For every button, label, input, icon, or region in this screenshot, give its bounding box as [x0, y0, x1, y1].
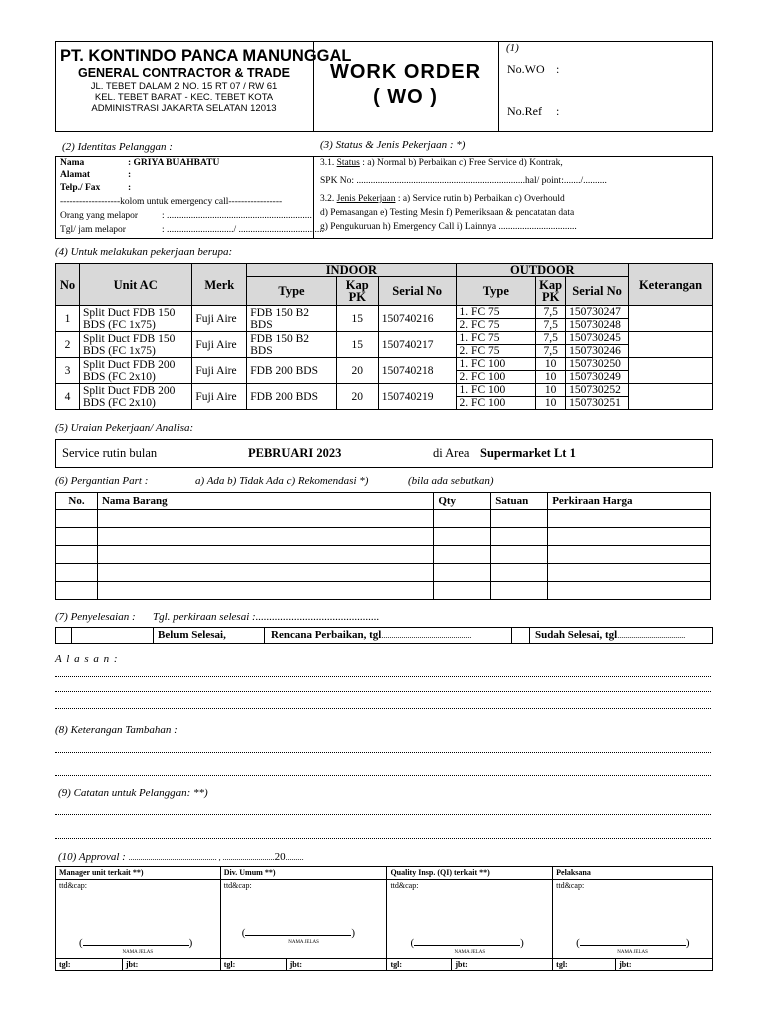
indoor-kap: 15	[336, 332, 378, 358]
signature-line[interactable]: ( )	[79, 937, 193, 949]
area-label: di Area	[433, 446, 470, 460]
status-label: Status	[336, 158, 360, 168]
approval-signature-cell[interactable]	[553, 880, 713, 959]
outdoor-serial: 150730249	[566, 371, 629, 384]
section-9-heading: (9) Catatan untuk Pelanggan: **)	[58, 787, 208, 799]
checkbox-divider	[529, 627, 530, 644]
tgl-perkiraan[interactable]: Tgl. perkiraan selesai :.............................................	[153, 611, 380, 623]
signature-line[interactable]: ( )	[410, 937, 524, 949]
indoor-type: FDB 150 B2 BDS	[247, 332, 337, 358]
jenis-line-3[interactable]: g) Pengukuruan h) Emergency Call i) Lainnya .................................	[320, 222, 577, 232]
approval-signature-cell[interactable]	[220, 880, 387, 959]
equipment-merk: Fuji Aire	[192, 384, 247, 410]
rencana-perbaikan[interactable]	[271, 629, 471, 641]
section-5-heading: (5) Uraian Pekerjaan/ Analisa:	[55, 422, 194, 434]
approval-signature-cell[interactable]	[56, 880, 221, 959]
pelapor-label: Orang yang melapor	[60, 211, 139, 221]
alamat-label: Alamat	[60, 170, 91, 180]
outdoor-kap: 10	[536, 371, 566, 384]
outdoor-serial: 150730250	[566, 358, 629, 371]
outdoor-type: 1. FC 100	[456, 358, 536, 371]
outdoor-kap: 7,5	[536, 319, 566, 332]
approval-title: Pelaksana	[553, 867, 713, 880]
section-2-heading: (2) Identitas Pelanggan :	[62, 141, 173, 153]
equipment-no: 3	[56, 358, 80, 384]
indoor-serial: 150740219	[378, 384, 456, 410]
sudah-label: Sudah Selesai, tgl	[535, 629, 618, 641]
nama-jelas-label: NAMA JELAS	[122, 950, 154, 955]
approval-title: Manager unit terkait **)	[56, 867, 221, 880]
tgl-lapor-value[interactable]: : ............................/ ....................................	[162, 225, 325, 235]
section-8-heading: (8) Keterangan Tambahan :	[55, 724, 178, 736]
equipment-no: 2	[56, 332, 80, 358]
outdoor-type: 2. FC 75	[456, 345, 536, 358]
indoor-serial: 150740218	[378, 358, 456, 384]
col-keterangan: Keterangan	[629, 264, 713, 306]
keterangan-line[interactable]	[55, 775, 711, 776]
approval-title: Div. Umum **)	[220, 867, 387, 880]
equipment-unit: Split Duct FDB 200 BDS (FC 2x10)	[79, 358, 191, 384]
approval-year: 20	[274, 851, 286, 863]
equipment-keterangan	[629, 384, 713, 410]
equipment-row	[56, 384, 713, 397]
alasan-line[interactable]	[55, 708, 711, 709]
approval-jbt[interactable]: jbt:	[616, 959, 713, 971]
belum-selesai: Belum Selesai,	[158, 629, 226, 641]
indoor-type: FDB 200 BDS	[247, 384, 337, 410]
nama-jelas-label: NAMA JELAS	[454, 950, 486, 955]
indoor-serial: 150740216	[378, 306, 456, 332]
sudah-selesai[interactable]	[535, 629, 685, 641]
parts-col-satuan: Satuan	[491, 493, 548, 510]
nama-jelas-label: NAMA JELAS	[617, 950, 648, 955]
outdoor-type: 2. FC 75	[456, 319, 536, 332]
indoor-kap: 15	[336, 306, 378, 332]
company-name: PT. KONTINDO PANCA MANUNGGAL	[60, 47, 352, 65]
section-6-heading: (6) Pergantian Part :	[55, 475, 149, 487]
outdoor-serial: 150730246	[566, 345, 629, 358]
equipment-keterangan	[629, 358, 713, 384]
company-address-2: KEL. TEBET BARAT - KEC. TEBET KOTA	[94, 92, 274, 103]
equipment-unit: Split Duct FDB 150 BDS (FC 1x75)	[79, 306, 191, 332]
signature-line[interactable]: ( )	[576, 937, 690, 949]
ttd-cap-label: ttd&cap:	[556, 881, 585, 890]
col-outdoor: OUTDOOR	[456, 264, 629, 277]
signature-line[interactable]: ( )	[241, 927, 356, 939]
approval-tgl[interactable]: tgl:	[553, 959, 616, 971]
outdoor-kap: 10	[536, 397, 566, 410]
outdoor-kap: 10	[536, 384, 566, 397]
area-value: Supermarket Lt 1	[480, 446, 576, 460]
section-10-heading: (10) Approval :	[58, 851, 126, 863]
no-wo-sep: :	[556, 62, 560, 76]
indoor-type: FDB 200 BDS	[247, 358, 337, 384]
section-4-heading: (4) Untuk melakukan pekerjaan berupa:	[55, 246, 233, 258]
telp-value: :	[128, 183, 132, 193]
equipment-keterangan	[629, 306, 713, 332]
catatan-line[interactable]	[55, 814, 711, 815]
equipment-unit: Split Duct FDB 150 BDS (FC 1x75)	[79, 332, 191, 358]
sudah-checkbox[interactable]	[512, 628, 529, 643]
jenis-label: Jenis Pekerjaan	[336, 194, 396, 204]
checkbox-divider	[264, 627, 265, 644]
col-merk: Merk	[192, 264, 247, 306]
parts-table	[55, 492, 711, 600]
jenis-prefix: 3.2.	[320, 194, 335, 204]
alasan-line[interactable]	[55, 676, 711, 677]
approval-year-dots[interactable]: .........	[285, 853, 304, 862]
approval-heading-line	[58, 851, 304, 863]
outdoor-serial: 150730251	[566, 397, 629, 410]
approval-place-date[interactable]: ............................................ , ..........................	[128, 853, 275, 862]
ref-number: (1)	[506, 42, 519, 54]
outdoor-kap: 10	[536, 358, 566, 371]
status-prefix: 3.1.	[320, 158, 335, 168]
outdoor-type: 1. FC 75	[456, 332, 536, 345]
outdoor-kap: 7,5	[536, 306, 566, 319]
equipment-row	[56, 332, 713, 345]
equipment-row	[56, 306, 713, 319]
approval-jbt[interactable]: jbt:	[452, 959, 553, 971]
rencana-label: Rencana Perbaikan, tgl	[271, 629, 382, 641]
rencana-dots: .............................................	[381, 631, 472, 640]
doc-title: WORK ORDER	[329, 61, 482, 83]
company-address-3: ADMINISTRASI JAKARTA SELATAN 12013	[91, 103, 277, 114]
indoor-type: FDB 150 B2 BDS	[247, 306, 337, 332]
nama-label: Nama	[60, 158, 85, 168]
outdoor-type: 1. FC 100	[456, 384, 536, 397]
parts-col-no: No.	[56, 493, 98, 510]
parts-row[interactable]	[56, 564, 711, 582]
col-no: No	[56, 264, 80, 306]
nama-value: : GRIYA BUAHBATU	[128, 158, 220, 168]
belum-checkbox[interactable]	[56, 628, 71, 643]
status-options[interactable]: : a) Normal b) Perbaikan c) Free Service d) Kontrak,	[362, 158, 563, 168]
approval-jbt[interactable]: jbt:	[122, 959, 220, 971]
equipment-no: 1	[56, 306, 80, 332]
no-ref-label: No.Ref	[507, 104, 542, 118]
col-indoor-kap: Kap PK	[336, 277, 378, 306]
approval-tgl[interactable]: tgl:	[220, 959, 286, 971]
service-month: PEBRUARI 2023	[248, 446, 342, 460]
company-subtitle: GENERAL CONTRACTOR & TRADE	[77, 66, 291, 80]
section-3-heading: (3) Status & Jenis Pekerjaan : *)	[320, 139, 466, 151]
col-outdoor-kap: Kap PK	[536, 277, 566, 306]
parts-col-nama: Nama Barang	[97, 493, 433, 510]
parts-col-qty: Qty	[434, 493, 491, 510]
no-ref-sep: :	[556, 104, 560, 118]
outdoor-type: 1. FC 75	[456, 306, 536, 319]
outdoor-serial: 150730245	[566, 332, 629, 345]
parts-col-harga: Perkiraan Harga	[548, 493, 711, 510]
outdoor-serial: 150730248	[566, 319, 629, 332]
col-outdoor-serial: Serial No	[566, 277, 629, 306]
company-address-1: JL. TEBET DALAM 2 NO. 15 RT 07 / RW 61	[90, 81, 278, 92]
doc-title-abbr: ( WO )	[373, 86, 438, 108]
approval-tgl[interactable]: tgl:	[387, 959, 452, 971]
equipment-row	[56, 358, 713, 371]
equipment-merk: Fuji Aire	[192, 358, 247, 384]
equipment-merk: Fuji Aire	[192, 306, 247, 332]
outdoor-type: 2. FC 100	[456, 371, 536, 384]
parts-row[interactable]	[56, 546, 711, 564]
alasan-line[interactable]	[55, 691, 711, 692]
catatan-line[interactable]	[55, 838, 711, 839]
section-7-heading: (7) Penyelesaian :	[55, 611, 136, 623]
col-indoor: INDOOR	[247, 264, 456, 277]
part-note: (bila ada sebutkan)	[408, 475, 494, 487]
part-options[interactable]: a) Ada b) Tidak Ada c) Rekomendasi *)	[195, 475, 369, 487]
equipment-merk: Fuji Aire	[192, 332, 247, 358]
parts-row[interactable]	[56, 510, 711, 528]
indoor-kap: 20	[336, 358, 378, 384]
col-indoor-serial: Serial No	[378, 277, 456, 306]
approval-table	[55, 866, 713, 971]
approval-signature-cell[interactable]	[387, 880, 553, 959]
jenis-options-1[interactable]: : a) Service rutin b) Perbaikan c) Overhould	[397, 194, 565, 204]
sudah-dots: ..................................	[617, 631, 686, 640]
keterangan-line[interactable]	[55, 752, 711, 753]
spk-line[interactable]: SPK No: .......................................................................hal/ point:......./..........	[320, 176, 607, 186]
outdoor-serial: 150730252	[566, 384, 629, 397]
outdoor-kap: 7,5	[536, 332, 566, 345]
equipment-no: 4	[56, 384, 80, 410]
equipment-keterangan	[629, 332, 713, 358]
service-label: Service rutin bulan	[62, 446, 158, 460]
parts-row[interactable]	[56, 582, 711, 600]
equipment-unit: Split Duct FDB 200 BDS (FC 2x10)	[79, 384, 191, 410]
outdoor-serial: 150730247	[566, 306, 629, 319]
emergency-note: -------------------kolom untuk emergency call-----------------	[60, 197, 283, 207]
pelapor-value[interactable]: : .............................................................	[162, 211, 312, 221]
checkbox-divider	[71, 627, 72, 644]
telp-label: Telp./ Fax	[60, 183, 101, 193]
nama-jelas-label: NAMA JELAS	[288, 940, 319, 945]
col-unit-ac: Unit AC	[79, 264, 191, 306]
alasan-heading: A l a s a n :	[55, 653, 119, 665]
indoor-serial: 150740217	[378, 332, 456, 358]
equipment-table	[55, 263, 713, 410]
outdoor-type: 2. FC 100	[456, 397, 536, 410]
approval-jbt[interactable]: jbt:	[286, 959, 387, 971]
ttd-cap-label: ttd&cap:	[390, 881, 419, 890]
col-outdoor-type: Type	[456, 277, 536, 306]
tgl-lapor-label: Tgl/ jam melapor	[60, 225, 126, 235]
indoor-kap: 20	[336, 384, 378, 410]
header-divider	[498, 41, 499, 132]
status-line	[320, 158, 563, 168]
no-wo-label: No.WO	[507, 62, 545, 76]
approval-tgl[interactable]: tgl:	[56, 959, 123, 971]
jenis-line-2[interactable]: d) Pemasangan e) Testing Mesin f) Pemeriksaan & pencatatan data	[320, 208, 575, 218]
outdoor-kap: 7,5	[536, 345, 566, 358]
parts-row[interactable]	[56, 528, 711, 546]
approval-title: Quality Insp. (QI) terkait **)	[387, 867, 553, 880]
col-indoor-type: Type	[247, 277, 337, 306]
alamat-value: :	[128, 170, 132, 180]
ttd-cap-label: ttd&cap:	[59, 881, 87, 890]
ttd-cap-label: ttd&cap:	[223, 881, 252, 890]
jenis-line-1	[320, 194, 565, 204]
